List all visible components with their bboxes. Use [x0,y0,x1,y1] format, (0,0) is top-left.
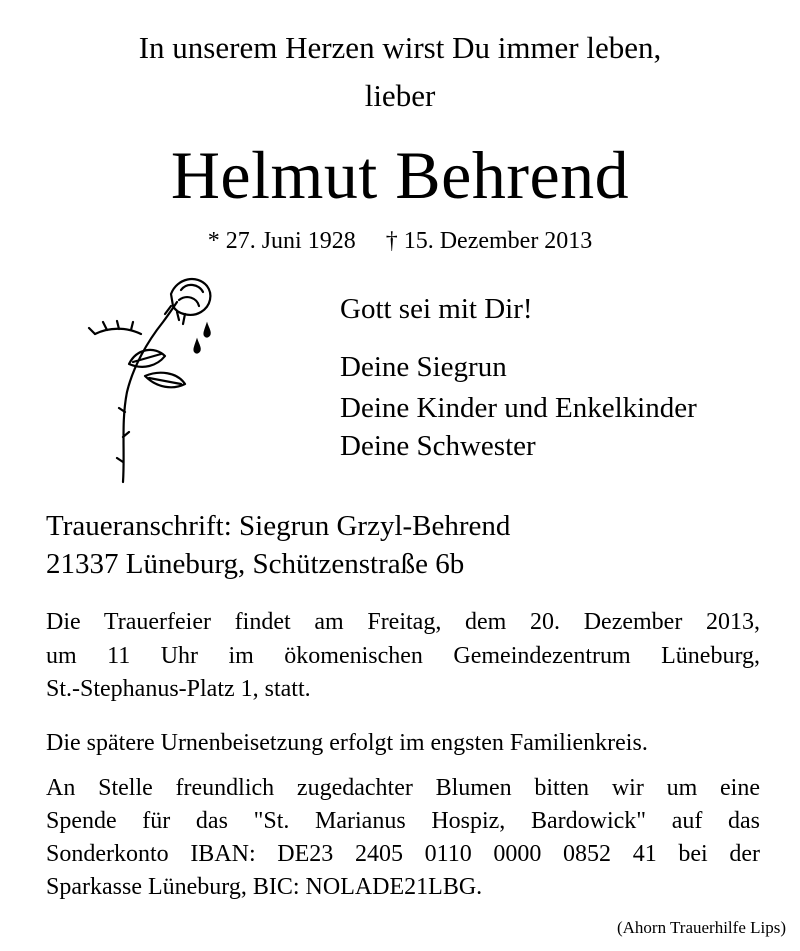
life-dates [0,228,800,255]
ceremony-line-1: Die Trauerfeier findet am Freitag, dem 20. Dezember 2013, [46,609,760,635]
mourner-siegrun: Deine Siegrun [340,351,507,383]
burial-notice: Die spätere Urnenbeisetzung erfolgt im engsten Familienkreis. [46,730,648,756]
blessing: Gott sei mit Dir! [340,293,533,325]
donation-line-4: Sparkasse Lüneburg, BIC: NOLADE21LBG. [46,874,483,900]
deceased-name: Helmut Behrend [170,137,630,213]
ceremony-line-2: um 11 Uhr im ökomenischen Gemeindezentrum Lüneburg, [46,643,760,669]
death-date: † 15. Dezember 2013 [385,228,593,254]
birth-date: * 27. Juni 1928 [207,228,356,254]
mourner-sister: Deine Schwester [340,430,536,462]
donation-line-3: Sonderkonto IBAN: DE23 2405 0110 0000 0852 41 bei der [46,841,760,867]
rose-with-teardrops-icon [85,272,230,492]
funeral-home-credit: (Ahorn Trauerhilfe Lips) [616,918,786,937]
opening-lieber: lieber [364,78,436,113]
ceremony-line-3: St.-Stephanus-Platz 1, statt. [46,676,311,702]
address-line-2: 21337 Lüneburg, Schützenstraße 6b [46,548,465,580]
mourner-children: Deine Kinder und Enkelkinder [340,392,697,424]
donation-line-1: An Stelle freundlich zugedachter Blumen bitten wir um eine [46,775,760,801]
address-line-1: Traueranschrift: Siegrun Grzyl-Behrend [46,510,511,542]
donation-line-2: Spende für das "St. Marianus Hospiz, Bardowick" auf das [46,808,760,834]
opening-line: In unserem Herzen wirst Du immer leben, [138,30,662,65]
